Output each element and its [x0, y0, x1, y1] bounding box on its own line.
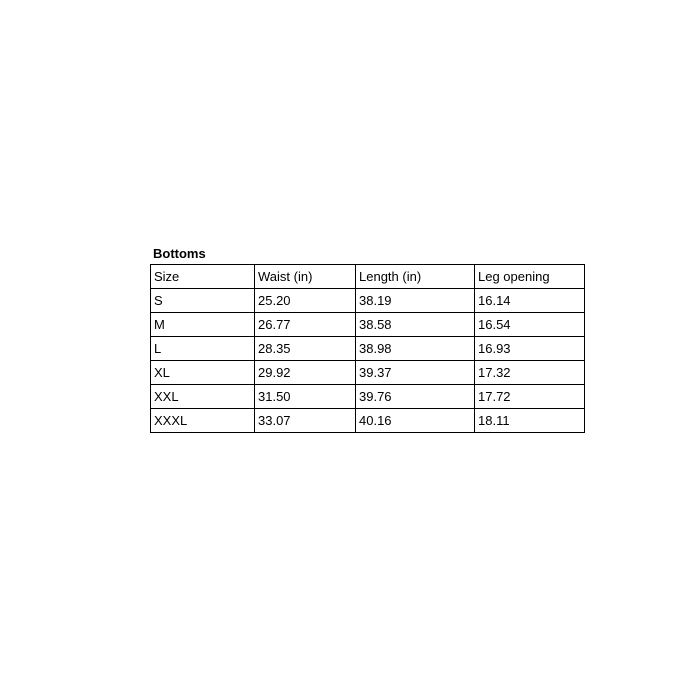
cell-leg-opening: 17.32	[475, 361, 585, 385]
header-length: Length (in)	[356, 265, 475, 289]
table-row	[151, 361, 585, 385]
header-waist: Waist (in)	[255, 265, 356, 289]
cell-leg-opening: 18.11	[475, 409, 585, 433]
cell-leg-opening: 16.93	[475, 337, 585, 361]
cell-size: M	[151, 313, 255, 337]
cell-length: 38.58	[356, 313, 475, 337]
cell-waist: 29.92	[255, 361, 356, 385]
cell-length: 39.76	[356, 385, 475, 409]
table-header-row	[151, 265, 585, 289]
header-size: Size	[151, 265, 255, 289]
cell-leg-opening: 16.14	[475, 289, 585, 313]
cell-size: XXL	[151, 385, 255, 409]
table-row	[151, 289, 585, 313]
cell-size: S	[151, 289, 255, 313]
size-chart-table	[150, 264, 585, 433]
cell-length: 39.37	[356, 361, 475, 385]
cell-leg-opening: 17.72	[475, 385, 585, 409]
cell-length: 38.98	[356, 337, 475, 361]
cell-waist: 28.35	[255, 337, 356, 361]
cell-waist: 25.20	[255, 289, 356, 313]
cell-waist: 31.50	[255, 385, 356, 409]
cell-length: 40.16	[356, 409, 475, 433]
table-row	[151, 337, 585, 361]
cell-waist: 33.07	[255, 409, 356, 433]
table-row	[151, 409, 585, 433]
cell-leg-opening: 16.54	[475, 313, 585, 337]
table-row	[151, 385, 585, 409]
table-row	[151, 313, 585, 337]
cell-waist: 26.77	[255, 313, 356, 337]
cell-size: XL	[151, 361, 255, 385]
cell-size: L	[151, 337, 255, 361]
cell-length: 38.19	[356, 289, 475, 313]
header-leg-opening: Leg opening	[475, 265, 585, 289]
cell-size: XXXL	[151, 409, 255, 433]
table-title: Bottoms	[153, 246, 206, 261]
